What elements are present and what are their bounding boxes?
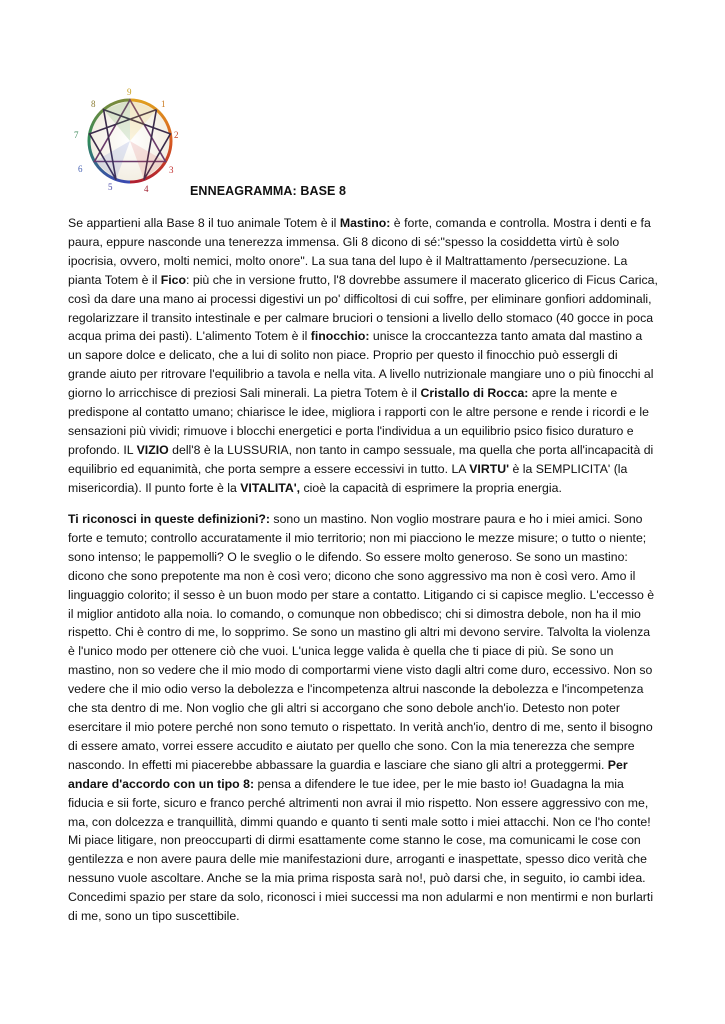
paragraph-definitions xyxy=(68,510,658,926)
bold-run: Cristallo di Rocca: xyxy=(420,386,529,401)
text-run: apre la mente e predispone al contatto umano; chiarisce le idee, migliora i rapporti con le altre persone e rende i ricordi e le sensazioni più vividi; rimuove i blocchi energetici e porta l'individua a un equilibrio psico fisico duraturo e profondo. IL xyxy=(68,386,650,457)
paragraph-totem xyxy=(68,214,658,498)
text-run: sono un mastino. Non voglio mostrare paura e ho i miei amici. Sono forte e temuto; controllo accuratamente il mio territorio; non mi piacciono le mezze misure; o tutto o niente; sono intenso; le pappemolli? O le sveglio o le difendo. So essere molto generoso. Se sono un mastino: dicono che sono prepotente ma non è così vero; dicono che sono aggressivo ma non è così vero. Amo il linguaggio colorito; il sesso è un buon modo per stare a contatto. Litigando ci si capisce meglio. L'eccesso è il miglior antidoto alla noia. Io comando, o comunque non obbedisco; chi si dimostra debole, non ha il mio rispetto. Chi è contro di me, lo sopprimo. Se sono un mastino gli altri mi devono servire. Talvolta la violenza è l'unico modo per ottenere ciò che vuoi. L'unica legge valida è quella che ti piace di più. Se sono un mastino, non so vedere che il mio modo di comportarmi viene visto dagli altri come duro, eccessivo. Non so vedere che il mio odio verso la debolezza e l'incompetenza altrui nasconde la debolezza e l'incompetenza che sta dentro di me. Non voglio che gli altri si accorgano che sono debole anch'io. Detesto non poter esercitare il mio potere perché non sono temuto o rispettato. In verità anch'io, dentro di me, sento il bisogno di essere amato, vorrei essere accudito e aiutato per quello che sono. Con la mia tenerezza che sempre nascondo. In effetti mi piacerebbe abbassare la guardia e lasciare che siano gli altri a proteggermi. xyxy=(68,512,655,772)
bold-run: finocchio: xyxy=(310,329,370,344)
enneagram-number-8: 8 xyxy=(91,99,96,109)
text-run: è forte, comanda e controlla. Mostra i denti e fa paura, eppure nasconde una tenerezza immensa. Gli 8 dicono di sé:"spesso la cosiddetta virtù è solo ipocrisia, ovvero, molti nemici, molto onore". La sua tana del lupo è il Maltrattamento /persecuzione. La pianta Totem è il xyxy=(68,216,651,287)
text-run: cioè la capacità di esprimere la propria energia. xyxy=(300,480,562,495)
enneagram-number-3: 3 xyxy=(169,165,174,175)
enneagram-number-4: 4 xyxy=(144,184,149,194)
page-title: ENNEAGRAMMA: BASE 8 xyxy=(190,184,347,198)
text-run: unisce la croccantezza tanto amata dal mastino a un sapore dolce e delicato, che a lui di solito non piace. Proprio per questo il finocchio può essergli di grande aiuto per ritrovare l'equilibrio a tavola e nella vita. A livello nutrizionale mangiare uno o più finocchi al giorno lo arricchisce di preziosi Sali minerali. La pietra Totem è il xyxy=(68,329,654,401)
bold-run: VIZIO xyxy=(136,442,169,457)
enneagram-number-1: 1 xyxy=(161,99,166,109)
text-run: dell'8 è la LUSSURIA, non tanto in campo sessuale, ma quella che porta all'incapacità di equilibrio ed equanimità, che porta sempre a essere eccessivi in tutto. LA xyxy=(68,442,654,476)
text-run: : più che in versione frutto, l'8 dovrebbe assumere il macerato glicerico di Ficus Carica, così da dare una mano ai processi digestivi un po' difficoltosi di cui soffre, per eliminare gonfiori addominali, regolarizzare il transito intestinale e per calmare bruciori o tensioni a livello dello stomaco (40 gocce in poca acqua prima dei pasti). L'alimento Totem è il xyxy=(68,272,658,344)
enneagram-number-6: 6 xyxy=(78,164,83,174)
text-run: pensa a difendere le tue idee, per le mie basto io! Guadagna la mia fiducia e sii forte, sicuro e franco perché altrimenti non avrai il mio rispetto. Non essere aggressivo con me, ma, con dolcezza e tranquillità, dimmi quando e quanto ti senti male sotto i miei attacchi. Non ce l'ho conte! Mi piace litigare, non preoccuparti di dirmi esattamente come stanno le cose, ma comunicami le cose con gentilezza e non avere paura delle mie manifestazioni dure, arroganti e inaspettate, spesso dico verità che nessuno vuole ascoltare. Anche se la mia prima risposta sarà no!, può darsi che, in seguito, io cambi idea. Concedimi spazio per stare da solo, riconosci i miei successi ma non adularmi e non mentirmi e non burlarti di me, sono un tipo suscettibile. xyxy=(68,776,654,924)
enneagram-number-2: 2 xyxy=(174,130,179,140)
enneagram-icon xyxy=(72,86,190,194)
bold-run: VIRTU' xyxy=(469,461,510,476)
bold-run: VITALITA', xyxy=(240,480,301,495)
bold-run: Per andare d'accordo con un tipo 8: xyxy=(68,757,628,791)
enneagram-number-7: 7 xyxy=(74,130,79,140)
text-run: Se appartieni alla Base 8 il tuo animale Totem è il xyxy=(68,216,340,230)
bold-run: Mastino: xyxy=(339,216,391,230)
enneagram-number-9: 9 xyxy=(127,87,132,97)
text-run: è la SEMPLICITA' (la misericordia). Il punto forte è la xyxy=(68,461,628,495)
bold-run: Fico xyxy=(160,272,187,287)
enneagram-number-5: 5 xyxy=(108,182,113,192)
bold-run: Ti riconosci in queste definizioni?: xyxy=(68,512,271,526)
